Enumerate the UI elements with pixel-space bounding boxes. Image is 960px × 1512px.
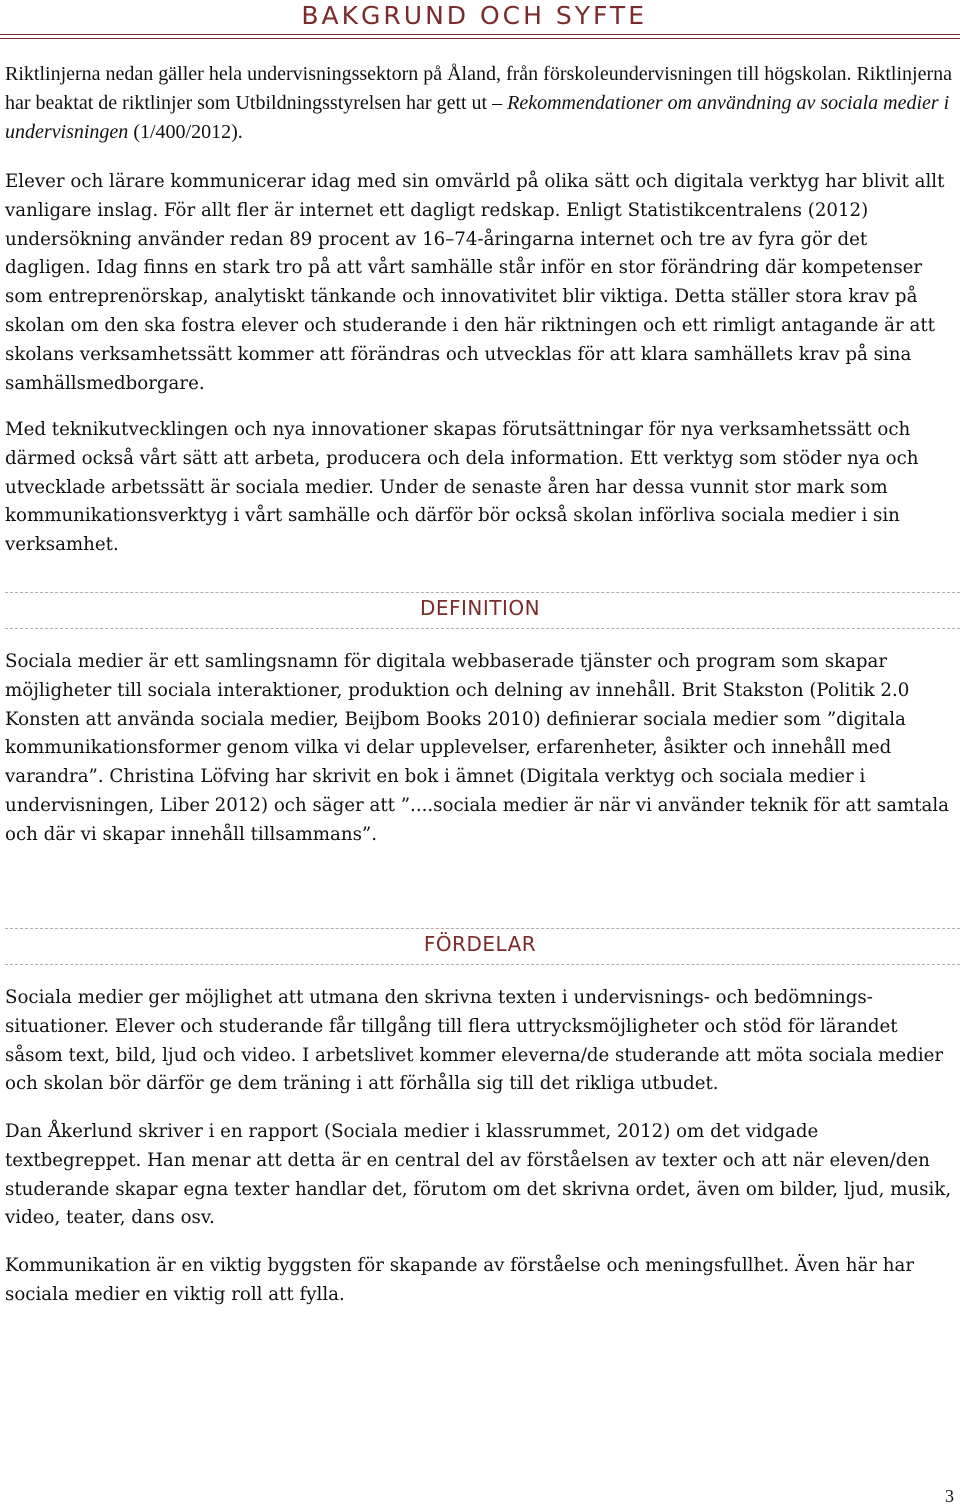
- definition-paragraph: Sociala medier är ett samlingsnamn för digitala webbaserade tjänster och program som skapar möjligheter till sociala interaktioner, produktion och delning av innehåll. Brit Stakston (Politik 2.0 Konsten att använda sociala medier, Beijbom Books 2010) definierar sociala medier som ”digitala kommunikationsformer genom vilka vi delar upplevelser, erfarenheter, åsikter och innehåll med varandra”. Christina Löfving har skrivit en bok i ämnet (Digitala verktyg och sociala medier i undervisningen, Liber 2012) och säger att ”....sociala medier är när vi använder teknik för att samtala och där vi skapar innehåll tillsammans”.: [5, 651, 950, 845]
- section-divider-advantages: [5, 928, 960, 929]
- advantages-paragraph-text-concept: Dan Åkerlund skriver i en rapport (Sociala medier i klassrummet, 2012) om det vidgade textbegreppet. Han menar att detta är en central del av förståelsen av texter och att när eleven/den studerande skapar egna texter handlar det, förutom om det skrivna ordet, även om bilder, ljud, musik, video, teater, dans osv.: [5, 1121, 952, 1229]
- section-divider-advantages-bottom: [5, 964, 960, 965]
- section-divider-definition-bottom: [5, 628, 960, 629]
- intro-citation-number: (1/400/2012).: [128, 120, 243, 143]
- advantages-paragraph-expression: Sociala medier ger möjlighet att utmana den skrivna texten i undervisnings- och bedömnings-situationer. Elever och studerande får tillgång till flera uttrycksmöjligheter och stöd för lärandet såsom text, bild, ljud och video. I arbetslivet kommer eleverna/de studerande att möta sociala medier och skolan bör därför ge dem träning i att förhålla sig till det rikliga utbudet.: [5, 987, 944, 1095]
- advantages-heading: FÖRDELAR: [423, 932, 537, 956]
- background-paragraph-communication: Elever och lärare kommunicerar idag med sin omvärld på olika sätt och digitala verktyg har blivit allt vanligare inslag. För allt fler är internet ett dagligt redskap. Enligt Statistikcentralens (2012) undersökning använder redan 89 procent av 16–74-åringarna internet och tre av fyra gör det dagligen. Idag finns en stark tro på att vårt samhälle står inför en stor förändring där kompetenser som entreprenörskap, analytiskt tänkande och innovativitet blir viktiga. Detta ställer stora krav på skolan om den ska fostra elever och studerande i den här riktningen och ett rimligt antagande är att skolans verksamhetssätt kommer att förändras och utvecklas för att klara samhällets krav på sina samhällsmedborgare.: [5, 171, 945, 394]
- title-underline: [0, 34, 960, 35]
- section-divider-definition: [5, 592, 960, 593]
- definition-heading: DEFINITION: [419, 596, 541, 620]
- background-paragraph-technology: Med teknikutvecklingen och nya innovationer skapas förutsättningar för nya verksamhetssätt och därmed också vårt sätt att arbeta, producera och dela information. Ett verktyg som stöder nya och utvecklade arbetssätt är sociala medier. Under de senaste åren har dessa vunnit stor mark som kommunikationsverktyg i vårt samhälle och därför bör också skolan införliva sociala medier i sin verksamhet.: [5, 419, 919, 556]
- intro-paragraph: [5, 60, 955, 146]
- intro-citation-title: Rekommendationer om användning av sociala medier i undervisningen: [5, 91, 950, 143]
- page-number: 3: [945, 1486, 954, 1506]
- title-underline-secondary: [0, 38, 960, 39]
- advantages-paragraph-communication: Kommunikation är en viktig byggsten för skapande av förståelse och meningsfullhet. Även här har sociala medier en viktig roll att fylla.: [5, 1255, 915, 1305]
- page-title: BAKGRUND OCH SYFTE: [301, 1, 647, 30]
- intro-lead-text: Riktlinjerna nedan gäller hela undervisningssektorn på Åland, från förskoleundervisningen till högskolan. Riktlinjerna har beaktat de riktlinjer som Utbildningsstyrelsen har gett ut –: [5, 63, 953, 114]
